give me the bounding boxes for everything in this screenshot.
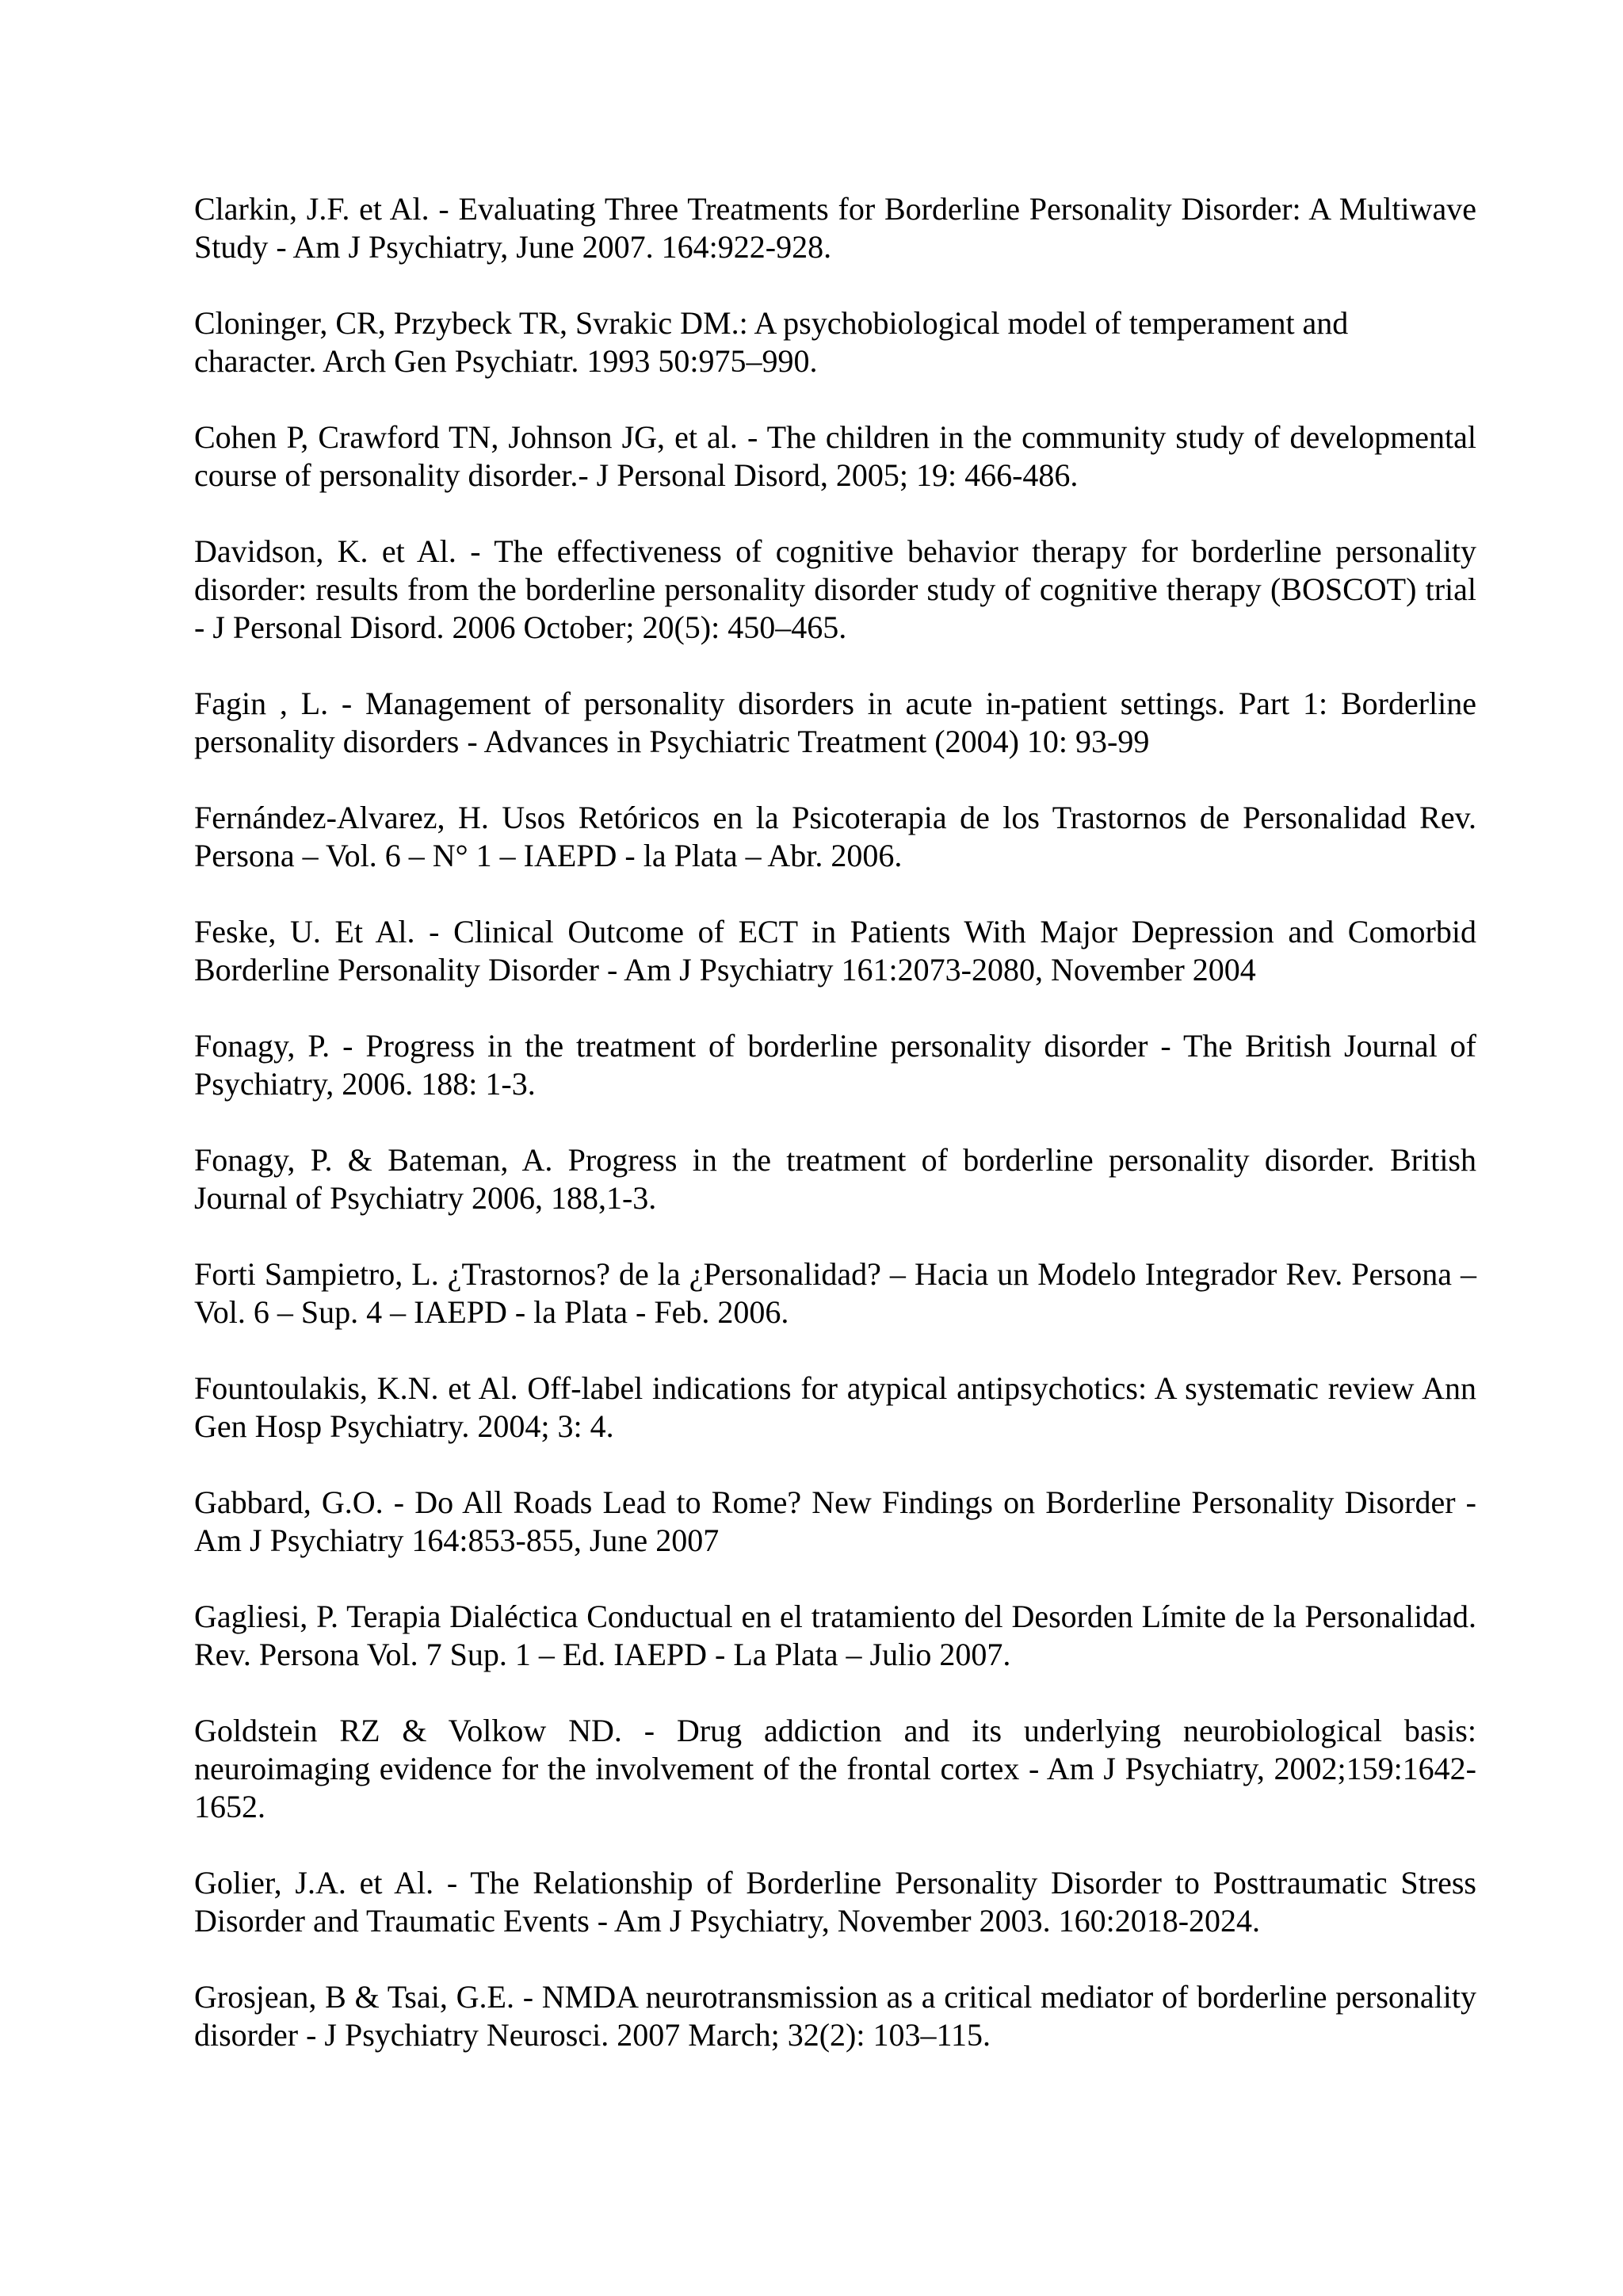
reference-entry: Forti Sampietro, L. ¿Trastornos? de la ¿Personalidad? – Hacia un Modelo Integrador Rev. Persona – Vol. 6 – Sup. 4 – IAEPD - la Plata - Feb. 2006. — [194, 1256, 1476, 1330]
reference-entry: Feske, U. Et Al. - Clinical Outcome of ECT in Patients With Major Depression and Comorbid Borderline Personality Disorder - Am J Psychiatry 161:2073-2080, November 2004 — [194, 914, 1476, 988]
reference-entry: Cloninger, CR, Przybeck TR, Svrakic DM.: A psychobiological model of temperament and character. Arch Gen Psychiatr. 1993 50:975–990. — [194, 305, 1349, 379]
reference-list — [194, 190, 1476, 2092]
reference-entry: Cohen P, Crawford TN, Johnson JG, et al. - The children in the community study of developmental course of personality disorder.- J Personal Disord, 2005; 19: 466-486. — [194, 419, 1476, 493]
reference-entry: Davidson, K. et Al. - The effectiveness of cognitive behavior therapy for borderline personality disorder: results from the borderline personality disorder study of cognitive therapy (BOSCOT) trial - J Personal Disord. 2006 October; 20(5): 450–465. — [194, 533, 1476, 645]
reference-entry: Fonagy, P. - Progress in the treatment of borderline personality disorder - The British Journal of Psychiatry, 2006. 188: 1-3. — [194, 1028, 1476, 1102]
reference-entry: Gagliesi, P. Terapia Dialéctica Conductual en el tratamiento del Desorden Límite de la Personalidad. Rev. Persona Vol. 7 Sup. 1 – Ed. IAEPD - La Plata – Julio 2007. — [194, 1599, 1476, 1672]
reference-entry: Fonagy, P. & Bateman, A. Progress in the treatment of borderline personality disorder. British Journal of Psychiatry 2006, 188,1-3. — [194, 1142, 1476, 1216]
reference-entry: Goldstein RZ & Volkow ND. - Drug addiction and its underlying neurobiological basis: neuroimaging evidence for the involvement of the frontal cortex - Am J Psychiatry, 2002;159:1642-1652. — [194, 1713, 1476, 1824]
reference-entry: Gabbard, G.O. - Do All Roads Lead to Rome? New Findings on Borderline Personality Disorder - Am J Psychiatry 164:853-855, June 2007 — [194, 1484, 1476, 1558]
reference-entry: Fountoulakis, K.N. et Al. Off-label indications for atypical antipsychotics: A systematic review Ann Gen Hosp Psychiatry. 2004; 3: 4. — [194, 1370, 1476, 1444]
reference-entry: Fagin , L. - Management of personality disorders in acute in-patient settings. Part 1: Borderline personality disorders - Advances in Psychiatric Treatment (2004) 10: 93-99 — [194, 686, 1476, 759]
reference-entry: Fernández-Alvarez, H. Usos Retóricos en la Psicoterapia de los Trastornos de Personalidad Rev. Persona – Vol. 6 – N° 1 – IAEPD - la Plata – Abr. 2006. — [194, 800, 1476, 873]
reference-entry: Grosjean, B & Tsai, G.E. - NMDA neurotransmission as a critical mediator of borderline personality disorder - J Psychiatry Neurosci. 2007 March; 32(2): 103–115. — [194, 1979, 1476, 2053]
reference-entry: Clarkin, J.F. et Al. - Evaluating Three Treatments for Borderline Personality Disorder: A Multiwave Study - Am J Psychiatry, June 2007. 164:922-928. — [194, 191, 1476, 265]
reference-entry: Golier, J.A. et Al. - The Relationship of Borderline Personality Disorder to Posttraumatic Stress Disorder and Traumatic Events - Am J Psychiatry, November 2003. 160:2018-2024. — [194, 1865, 1476, 1939]
